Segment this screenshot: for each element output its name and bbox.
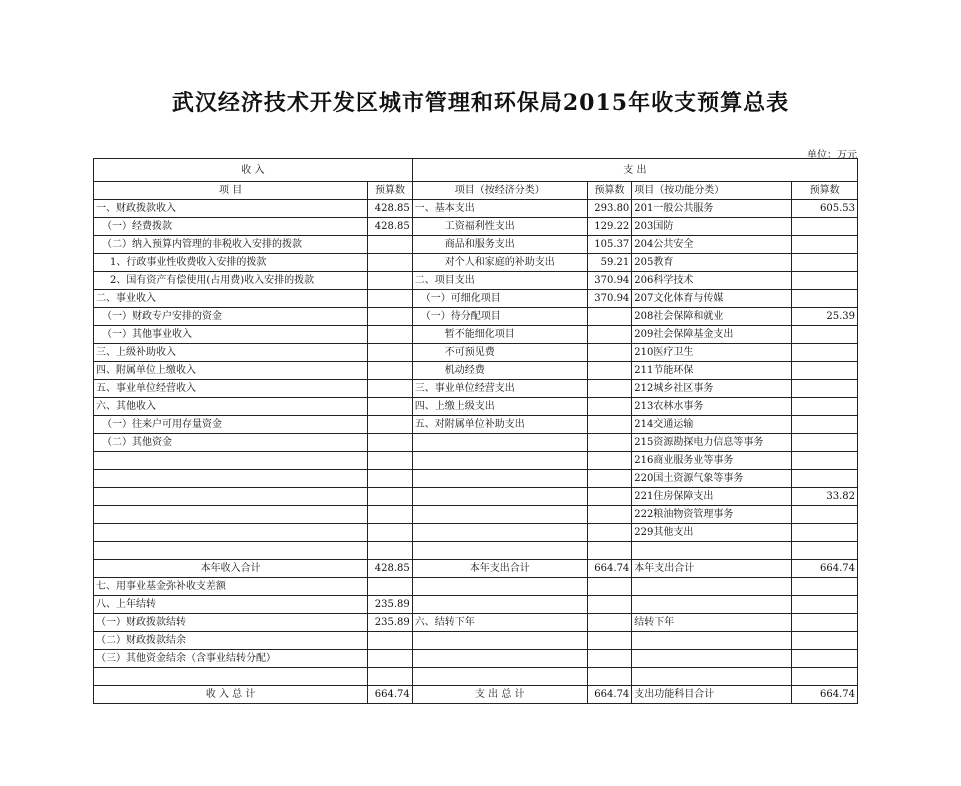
econ-budget-cell xyxy=(587,614,632,632)
func-budget-cell xyxy=(792,524,858,542)
func-item-cell xyxy=(632,542,792,560)
income-header: 收 入 xyxy=(94,159,413,182)
func-budget-cell xyxy=(792,236,858,254)
income-item-cell: 四、附属单位上缴收入 xyxy=(94,362,368,380)
func-item-cell: 229其他支出 xyxy=(632,524,792,542)
income-budget-cell xyxy=(368,236,413,254)
func-item-cell: 213农林水事务 xyxy=(632,398,792,416)
func-budget-cell: 33.82 xyxy=(792,488,858,506)
income-budget-cell xyxy=(368,452,413,470)
func-budget-header: 预算数 xyxy=(792,182,858,200)
func-item-cell: 207文化体育与传媒 xyxy=(632,290,792,308)
econ-budget-cell xyxy=(587,596,632,614)
table-row xyxy=(94,236,858,254)
income-item-cell xyxy=(94,488,368,506)
income-budget-cell xyxy=(368,668,413,686)
func-budget-cell xyxy=(792,542,858,560)
econ-item-cell xyxy=(412,542,587,560)
econ-budget-cell xyxy=(587,344,632,362)
income-budget-cell xyxy=(368,524,413,542)
income-budget-cell xyxy=(368,578,413,596)
econ-budget-cell: 664.74 xyxy=(587,560,632,578)
income-budget-cell xyxy=(368,362,413,380)
func-budget-cell xyxy=(792,614,858,632)
econ-budget-cell xyxy=(587,506,632,524)
income-budget-cell xyxy=(368,470,413,488)
econ-budget-cell: 129.22 xyxy=(587,218,632,236)
income-item-cell xyxy=(94,470,368,488)
func-item-cell: 214交通运输 xyxy=(632,416,792,434)
func-budget-cell xyxy=(792,452,858,470)
income-item-cell xyxy=(94,542,368,560)
table-row xyxy=(94,668,858,686)
income-budget-cell xyxy=(368,632,413,650)
income-item-cell: 八、上年结转 xyxy=(94,596,368,614)
budget-table xyxy=(93,158,858,704)
income-item-cell: （三）其他资金结余（含事业结转分配） xyxy=(94,650,368,668)
income-budget-cell xyxy=(368,506,413,524)
income-budget-cell xyxy=(368,290,413,308)
econ-budget-header: 预算数 xyxy=(587,182,632,200)
func-budget-cell xyxy=(792,326,858,344)
func-item-cell xyxy=(632,596,792,614)
func-budget-cell xyxy=(792,632,858,650)
func-item-cell: 221住房保障支出 xyxy=(632,488,792,506)
table-body xyxy=(94,200,858,704)
table-row xyxy=(94,506,858,524)
table-row xyxy=(94,686,858,704)
econ-budget-cell xyxy=(587,452,632,470)
income-item-header: 项 目 xyxy=(94,182,368,200)
func-item-cell: 本年支出合计 xyxy=(632,560,792,578)
func-budget-cell xyxy=(792,362,858,380)
econ-item-cell: （一）待分配项目 xyxy=(412,308,587,326)
income-budget-cell xyxy=(368,254,413,272)
func-budget-cell xyxy=(792,416,858,434)
income-budget-cell xyxy=(368,650,413,668)
econ-budget-cell xyxy=(587,632,632,650)
table-row xyxy=(94,254,858,272)
table-row xyxy=(94,326,858,344)
econ-item-cell xyxy=(412,488,587,506)
table-row xyxy=(94,560,858,578)
func-item-cell: 206科学技术 xyxy=(632,272,792,290)
income-item-cell: （一）其他事业收入 xyxy=(94,326,368,344)
income-budget-cell xyxy=(368,326,413,344)
econ-budget-cell xyxy=(587,362,632,380)
income-item-cell xyxy=(94,452,368,470)
func-item-cell: 支出功能科目合计 xyxy=(632,686,792,704)
table-row xyxy=(94,614,858,632)
func-item-cell: 216商业服务业等事务 xyxy=(632,452,792,470)
income-budget-cell: 235.89 xyxy=(368,596,413,614)
econ-budget-cell xyxy=(587,578,632,596)
income-budget-cell xyxy=(368,380,413,398)
income-budget-cell: 428.85 xyxy=(368,200,413,218)
econ-item-cell xyxy=(412,596,587,614)
table-row xyxy=(94,524,858,542)
income-item-cell: 三、上级补助收入 xyxy=(94,344,368,362)
income-budget-cell xyxy=(368,272,413,290)
econ-item-cell xyxy=(412,506,587,524)
func-item-cell xyxy=(632,578,792,596)
econ-item-cell: 三、事业单位经营支出 xyxy=(412,380,587,398)
func-item-cell: 210医疗卫生 xyxy=(632,344,792,362)
income-budget-cell xyxy=(368,416,413,434)
func-budget-cell xyxy=(792,344,858,362)
func-budget-cell xyxy=(792,398,858,416)
expense-header: 支 出 xyxy=(412,159,857,182)
econ-budget-cell: 370.94 xyxy=(587,272,632,290)
econ-item-cell: 一、基本支出 xyxy=(412,200,587,218)
income-item-cell: 本年收入合计 xyxy=(94,560,368,578)
econ-budget-cell xyxy=(587,542,632,560)
func-item-cell: 215资源勘探电力信息等事务 xyxy=(632,434,792,452)
func-item-cell: 201一般公共服务 xyxy=(632,200,792,218)
income-budget-cell xyxy=(368,434,413,452)
table-row xyxy=(94,398,858,416)
func-item-header: 项目（按功能分类） xyxy=(632,182,792,200)
func-item-cell: 212城乡社区事务 xyxy=(632,380,792,398)
func-budget-cell: 605.53 xyxy=(792,200,858,218)
income-item-cell: 2、国有资产有偿使用(占用费)收入安排的拨款 xyxy=(94,272,368,290)
econ-item-cell: 暂不能细化项目 xyxy=(412,326,587,344)
table-row xyxy=(94,344,858,362)
func-item-cell: 204公共安全 xyxy=(632,236,792,254)
table-row xyxy=(94,416,858,434)
income-item-cell: 七、用事业基金弥补收支差额 xyxy=(94,578,368,596)
income-item-cell: （二）纳入预算内管理的非税收入安排的拨款 xyxy=(94,236,368,254)
table-row xyxy=(94,632,858,650)
income-budget-cell: 664.74 xyxy=(368,686,413,704)
income-item-cell: （二）财政拨款结余 xyxy=(94,632,368,650)
econ-item-cell xyxy=(412,524,587,542)
econ-item-cell: 工资福利性支出 xyxy=(412,218,587,236)
func-budget-cell xyxy=(792,470,858,488)
func-budget-cell xyxy=(792,218,858,236)
income-item-cell: （二）其他资金 xyxy=(94,434,368,452)
econ-item-cell: 机动经费 xyxy=(412,362,587,380)
func-item-cell: 222粮油物资管理事务 xyxy=(632,506,792,524)
func-budget-cell xyxy=(792,506,858,524)
econ-budget-cell xyxy=(587,470,632,488)
func-budget-cell xyxy=(792,578,858,596)
func-budget-cell xyxy=(792,434,858,452)
income-item-cell xyxy=(94,506,368,524)
func-budget-cell: 664.74 xyxy=(792,686,858,704)
func-item-cell: 220国土资源气象等事务 xyxy=(632,470,792,488)
income-budget-header: 预算数 xyxy=(368,182,413,200)
table-row xyxy=(94,596,858,614)
econ-item-cell: 五、对附属单位补助支出 xyxy=(412,416,587,434)
func-item-cell: 结转下年 xyxy=(632,614,792,632)
econ-item-cell: 商品和服务支出 xyxy=(412,236,587,254)
econ-item-cell xyxy=(412,578,587,596)
econ-budget-cell xyxy=(587,380,632,398)
func-budget-cell xyxy=(792,272,858,290)
income-item-cell: 一、财政拨款收入 xyxy=(94,200,368,218)
income-item-cell xyxy=(94,524,368,542)
income-budget-cell xyxy=(368,488,413,506)
func-item-cell xyxy=(632,668,792,686)
econ-item-cell: 六、结转下年 xyxy=(412,614,587,632)
econ-budget-cell xyxy=(587,416,632,434)
func-item-cell: 208社会保障和就业 xyxy=(632,308,792,326)
income-item-cell: 二、事业收入 xyxy=(94,290,368,308)
table-row xyxy=(94,542,858,560)
table-row xyxy=(94,650,858,668)
income-item-cell: 1、行政事业性收费收入安排的拨款 xyxy=(94,254,368,272)
econ-item-cell: （一）可细化项目 xyxy=(412,290,587,308)
econ-budget-cell xyxy=(587,668,632,686)
table-row xyxy=(94,434,858,452)
econ-budget-cell xyxy=(587,434,632,452)
table-row xyxy=(94,308,858,326)
income-budget-cell: 428.85 xyxy=(368,560,413,578)
econ-budget-cell xyxy=(587,308,632,326)
econ-item-cell: 支 出 总 计 xyxy=(412,686,587,704)
econ-item-cell xyxy=(412,632,587,650)
table-row xyxy=(94,380,858,398)
page-title: 武汉经济技术开发区城市管理和环保局2015年收支预算总表 xyxy=(171,90,790,116)
table-row xyxy=(94,272,858,290)
econ-item-cell: 对个人和家庭的补助支出 xyxy=(412,254,587,272)
table-row xyxy=(94,200,858,218)
table-row xyxy=(94,452,858,470)
income-item-cell: （一）往来户可用存量资金 xyxy=(94,416,368,434)
func-budget-cell xyxy=(792,650,858,668)
unit-label: 单位：万元 xyxy=(807,150,857,161)
income-budget-cell xyxy=(368,308,413,326)
econ-item-cell xyxy=(412,470,587,488)
income-item-cell: （一）财政拨款结转 xyxy=(94,614,368,632)
func-item-cell xyxy=(632,632,792,650)
income-item-cell xyxy=(94,668,368,686)
econ-budget-cell: 293.80 xyxy=(587,200,632,218)
econ-item-cell: 四、上缴上级支出 xyxy=(412,398,587,416)
table-row xyxy=(94,290,858,308)
table-row xyxy=(94,218,858,236)
income-budget-cell xyxy=(368,398,413,416)
income-item-cell: （一）经费拨款 xyxy=(94,218,368,236)
func-budget-cell xyxy=(792,290,858,308)
func-budget-cell xyxy=(792,254,858,272)
func-budget-cell xyxy=(792,596,858,614)
table-row xyxy=(94,578,858,596)
func-item-cell: 211节能环保 xyxy=(632,362,792,380)
econ-item-header: 项目（按经济分类） xyxy=(412,182,587,200)
table-row xyxy=(94,488,858,506)
econ-item-cell: 本年支出合计 xyxy=(412,560,587,578)
econ-budget-cell: 105.37 xyxy=(587,236,632,254)
econ-item-cell xyxy=(412,452,587,470)
func-item-cell: 203国防 xyxy=(632,218,792,236)
econ-budget-cell xyxy=(587,326,632,344)
func-budget-cell: 25.39 xyxy=(792,308,858,326)
func-item-cell: 209社会保障基金支出 xyxy=(632,326,792,344)
econ-budget-cell: 370.94 xyxy=(587,290,632,308)
func-item-cell xyxy=(632,650,792,668)
income-budget-cell: 235.89 xyxy=(368,614,413,632)
econ-item-cell xyxy=(412,434,587,452)
econ-budget-cell xyxy=(587,524,632,542)
income-budget-cell xyxy=(368,542,413,560)
income-item-cell: 六、其他收入 xyxy=(94,398,368,416)
func-budget-cell xyxy=(792,380,858,398)
func-budget-cell: 664.74 xyxy=(792,560,858,578)
econ-budget-cell xyxy=(587,488,632,506)
table-row xyxy=(94,362,858,380)
func-item-cell: 205教育 xyxy=(632,254,792,272)
econ-item-cell xyxy=(412,668,587,686)
econ-budget-cell xyxy=(587,650,632,668)
econ-item-cell: 不可预见费 xyxy=(412,344,587,362)
income-budget-cell: 428.85 xyxy=(368,218,413,236)
econ-budget-cell: 59.21 xyxy=(587,254,632,272)
table-row xyxy=(94,470,858,488)
func-budget-cell xyxy=(792,668,858,686)
econ-item-cell xyxy=(412,650,587,668)
econ-budget-cell: 664.74 xyxy=(587,686,632,704)
income-item-cell: 收 入 总 计 xyxy=(94,686,368,704)
income-item-cell: （一）财政专户安排的资金 xyxy=(94,308,368,326)
econ-budget-cell xyxy=(587,398,632,416)
econ-item-cell: 二、项目支出 xyxy=(412,272,587,290)
income-item-cell: 五、事业单位经营收入 xyxy=(94,380,368,398)
income-budget-cell xyxy=(368,344,413,362)
